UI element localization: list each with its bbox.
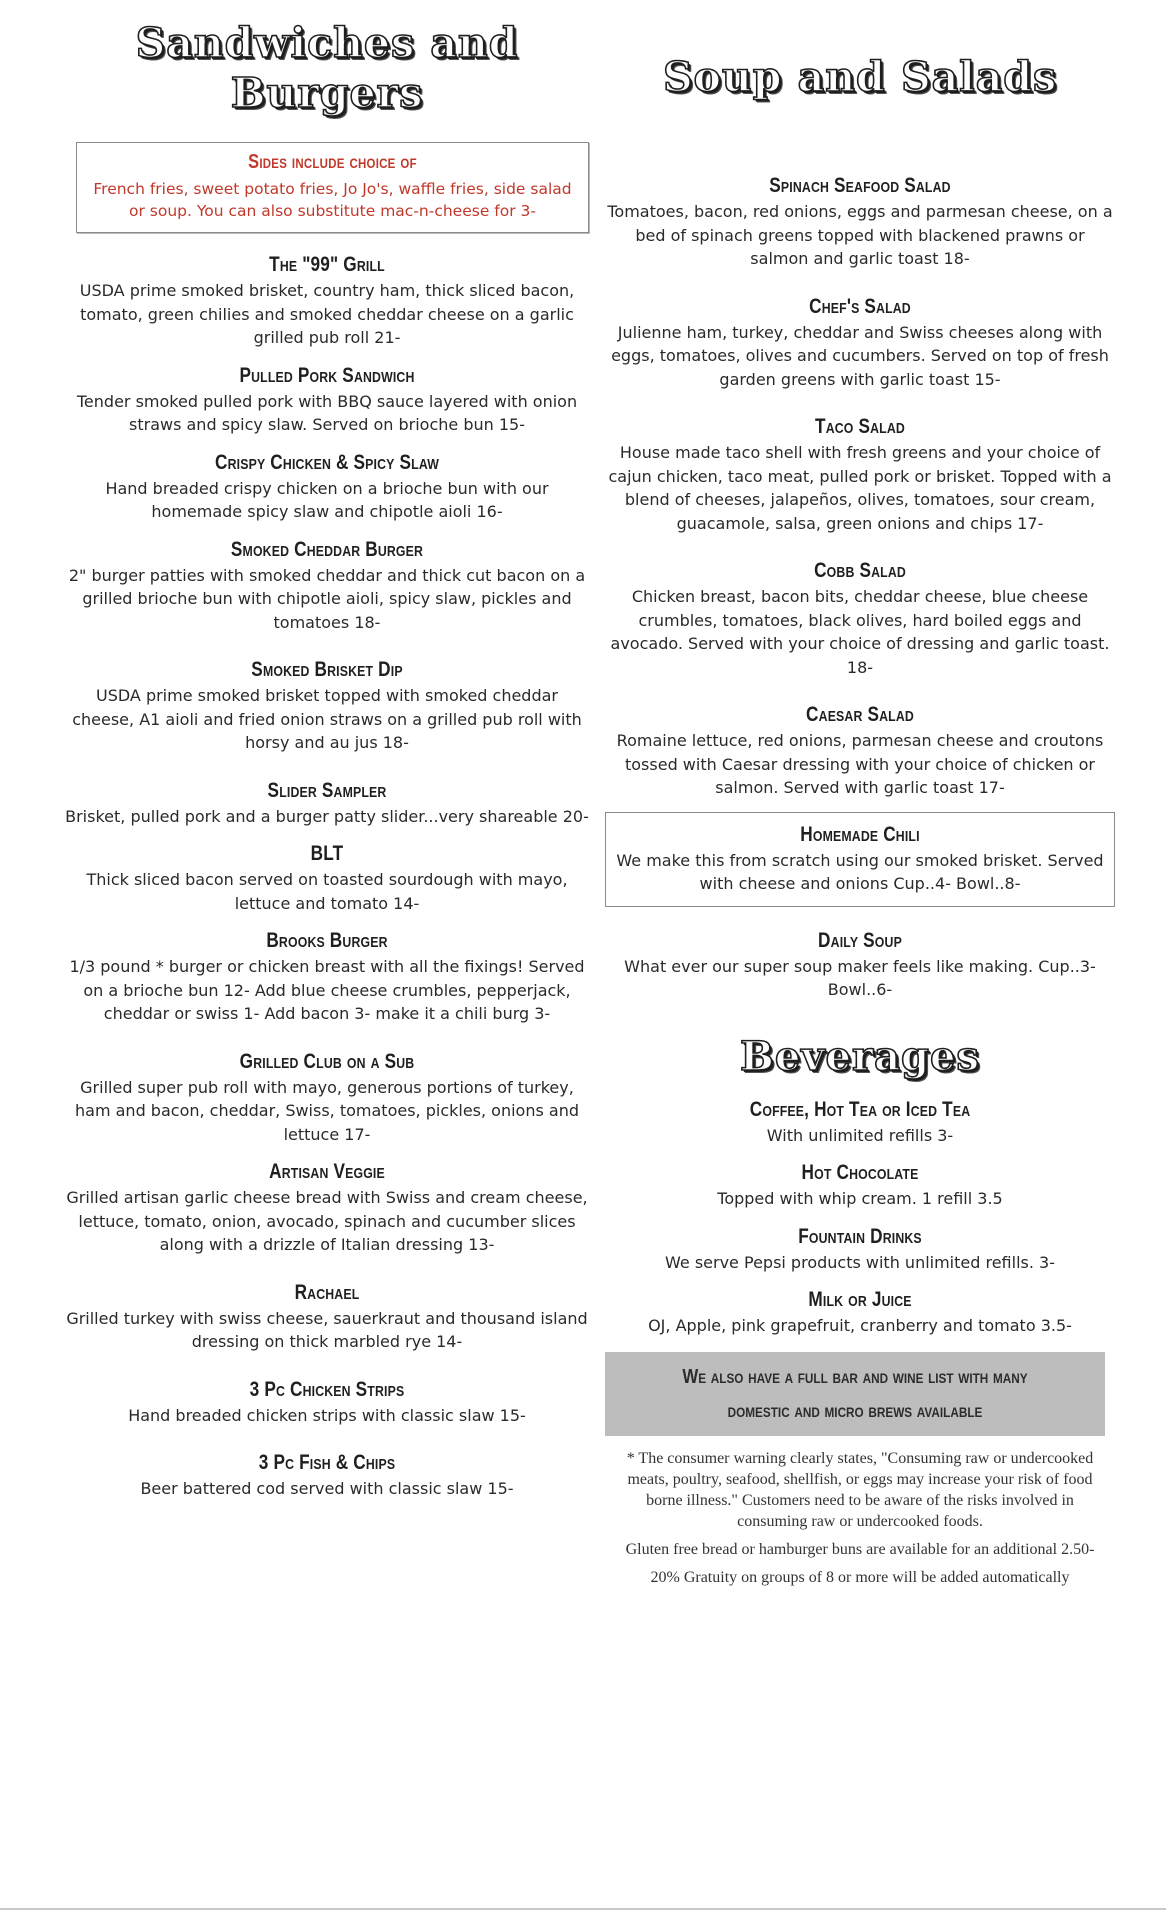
sides-heading: Sides include choice of xyxy=(248,151,417,173)
menu-item xyxy=(62,1449,592,1501)
menu-item xyxy=(62,251,592,350)
item-name: Hot Chocolate xyxy=(801,1161,919,1184)
item-desc: Beer battered cod served with classic slaw 15- xyxy=(140,1479,514,1498)
item-name: Brooks Burger xyxy=(266,929,388,952)
consumer-warning: * The consumer warning clearly states, "Consuming raw or undercooked meats, poultry, seafood, shellfish, or eggs may increase your risk of food borne illness." Customers need to be aware of the risks involved in consuming raw or undercooked foods. xyxy=(626,1449,1094,1530)
item-name: BLT xyxy=(310,842,344,865)
item-desc: Brisket, pulled pork and a burger patty slider...very shareable 20- xyxy=(65,806,589,826)
menu-item xyxy=(605,413,1115,535)
item-name: Daily Soup xyxy=(818,928,902,952)
gratuity-note: 20% Gratuity on groups of 8 or more will be added automatically xyxy=(650,1568,1070,1586)
item-name: Smoked Brisket Dip xyxy=(251,658,403,681)
sides-box xyxy=(76,142,589,233)
item-name: Crispy Chicken & Spicy Slaw xyxy=(215,450,439,474)
item-name: Fountain Drinks xyxy=(798,1224,922,1248)
beverage-item xyxy=(605,1096,1115,1148)
menu-item-soup xyxy=(605,927,1115,1002)
chili-box xyxy=(605,812,1115,907)
item-name: Artisan Veggie xyxy=(269,1160,385,1183)
item-desc: We serve Pepsi products with unlimited refills. 3- xyxy=(665,1252,1055,1272)
menu-item xyxy=(62,927,592,1026)
item-name: 3 Pc Fish & Chips xyxy=(258,1451,396,1474)
item-desc: Tomatoes, bacon, red onions, eggs and parmesan cheese, on a bed of spinach greens topped with blackened prawns or salmon and garlic toast 18- xyxy=(607,202,1113,268)
item-desc: Julienne ham, turkey, cheddar and Swiss cheeses along with eggs, tomatoes, olives and cucumbers. Served on top of fresh garden greens with garlic toast 15- xyxy=(611,322,1109,389)
item-desc: Romaine lettuce, red onions, parmesan cheese and croutons tossed with Caesar dressing with your choice of chicken or salmon. Served with garlic toast 17- xyxy=(616,731,1104,797)
menu-item xyxy=(62,1376,592,1428)
beverage-item xyxy=(605,1159,1115,1211)
item-desc: Grilled turkey with swiss cheese, sauerkraut and thousand island dressing on thick marbled rye 14- xyxy=(66,1308,588,1351)
menu-item xyxy=(605,557,1115,679)
item-name: 3 Pc Chicken Strips xyxy=(249,1377,405,1401)
footnotes xyxy=(605,1448,1115,1588)
item-desc: USDA prime smoked brisket topped with smoked cheddar cheese, A1 aioli and fried onion straws on a grilled pub roll with horsy and au jus 18- xyxy=(72,686,582,752)
beverage-item xyxy=(605,1223,1115,1275)
bottom-divider xyxy=(0,1908,1166,1910)
item-name: Pulled Pork Sandwich xyxy=(239,363,415,387)
item-desc: Hand breaded crispy chicken on a brioche bun with our homemade spicy slaw and chipotle aioli 16- xyxy=(105,478,549,521)
menu-item xyxy=(62,1158,592,1257)
chili-name: Homemade Chili xyxy=(800,822,920,846)
item-desc: OJ, Apple, pink grapefruit, cranberry and tomato 3.5- xyxy=(648,1316,1072,1335)
chili-desc: We make this from scratch using our smoked brisket. Served with cheese and onions Cup..4- Bowl..8- xyxy=(616,850,1104,893)
item-desc: Grilled artisan garlic cheese bread with Swiss and cream cheese, lettuce, tomato, onion, avocado, spinach and cucumber slices along with a drizzle of Italian dressing 13- xyxy=(66,1188,588,1254)
gluten-free-note: Gluten free bread or hamburger buns are available for an additional 2.50- xyxy=(625,1540,1095,1558)
item-desc: Tender smoked pulled pork with BBQ sauce layered with onion straws and spicy slaw. Served on brioche bun 15- xyxy=(76,391,578,434)
item-name: Taco Salad xyxy=(815,415,905,438)
menu-item xyxy=(605,701,1115,800)
item-name: Rachael xyxy=(294,1280,360,1304)
menu-item xyxy=(62,449,592,524)
item-desc: 1/3 pound * burger or chicken breast with all the fixings! Served on a brioche bun 12- Add blue cheese crumbles, pepperjack, cheddar or swiss 1- Add bacon 3- make it a chili burg 3- xyxy=(69,957,585,1023)
sandwiches-title: Sandwiches and Burgers xyxy=(135,19,519,117)
soups-column xyxy=(605,0,1115,1595)
item-name: Spinach Seafood Salad xyxy=(769,174,951,197)
item-desc: 2" burger patties with smoked cheddar and thick cut bacon on a grilled brioche bun with chipotle aioli, spicy slaw, pickles and tomatoes 18- xyxy=(68,565,586,632)
item-name: Grilled Club on a Sub xyxy=(239,1049,415,1073)
beverage-item xyxy=(605,1286,1115,1338)
item-name: Caesar Salad xyxy=(806,703,914,726)
item-name: Coffee, Hot Tea or Iced Tea xyxy=(749,1097,971,1121)
item-desc: Topped with whip cream. 1 refill 3.5 xyxy=(717,1189,1003,1208)
sandwiches-column xyxy=(62,0,592,1513)
menu-item xyxy=(62,1279,592,1354)
item-desc: Grilled super pub roll with mayo, generous portions of turkey, ham and bacon, cheddar, Swiss, tomatoes, pickles, onions and lettuce 17- xyxy=(75,1077,579,1144)
item-desc: With unlimited refills 3- xyxy=(766,1125,954,1145)
item-desc: What ever our super soup maker feels like making. Cup..3- Bowl..6- xyxy=(624,956,1096,999)
item-name: Milk or Juice xyxy=(808,1288,912,1311)
bar-notice-text: We also have a full bar and wine list with many domestic and micro brews available xyxy=(682,1365,1028,1422)
menu-item xyxy=(605,172,1115,271)
beverages-title: Beverages xyxy=(740,1032,980,1080)
item-name: Chef's Salad xyxy=(809,294,911,318)
item-desc: Hand breaded chicken strips with classic slaw 15- xyxy=(128,1405,526,1425)
item-desc: Chicken breast, bacon bits, cheddar cheese, blue cheese crumbles, tomatoes, black olives, hard boiled eggs and avocado. Served with your choice of dressing and garlic toast. 18- xyxy=(610,587,1110,677)
item-desc: House made taco shell with fresh greens and your choice of cajun chicken, taco meat, pulled pork or brisket. Topped with a blend of cheeses, jalapeños, olives, tomatoes, sour cream, guacamole, salsa, green onions and chips 17- xyxy=(608,443,1112,533)
menu-item xyxy=(62,777,592,829)
item-desc: Thick sliced bacon served on toasted sourdough with mayo, lettuce and tomato 14- xyxy=(86,870,568,913)
item-name: Smoked Cheddar Burger xyxy=(230,537,424,561)
item-desc: USDA prime smoked brisket, country ham, thick sliced bacon, tomato, green chilies and smoked cheddar cheese on a garlic grilled pub roll 21- xyxy=(79,281,575,347)
item-name: Cobb Salad xyxy=(814,559,906,582)
menu-item xyxy=(62,536,592,635)
menu-item xyxy=(62,1048,592,1147)
item-name: Slider Sampler xyxy=(267,778,387,802)
bar-notice xyxy=(605,1352,1105,1436)
menu-item xyxy=(62,362,592,437)
soups-title: Soup and Salads xyxy=(662,53,1058,101)
sides-text: French fries, sweet potato fries, Jo Jo's, waffle fries, side salad or soup. You can also substitute mac-n-cheese for 3- xyxy=(93,180,572,220)
item-name: The "99" Grill xyxy=(269,253,385,276)
menu-item xyxy=(605,293,1115,392)
menu-item xyxy=(62,840,592,915)
menu-item xyxy=(62,656,592,755)
